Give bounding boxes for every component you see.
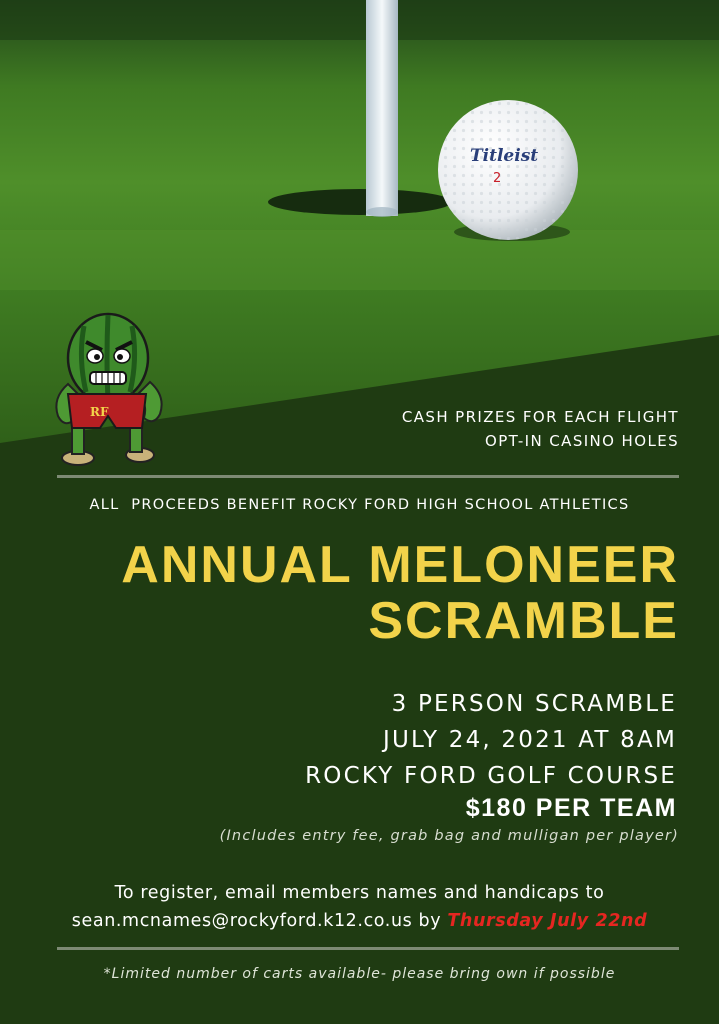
registration-line2 — [0, 907, 719, 935]
event-title-line2: SCRAMBLE — [368, 592, 679, 650]
ball-number-text: 2 — [493, 171, 502, 186]
event-format: 3 PERSON SCRAMBLE — [391, 691, 677, 717]
meloneer-mascot — [50, 312, 168, 470]
registration-by: by — [418, 911, 442, 931]
divider-bottom — [57, 947, 679, 950]
divider-top — [57, 475, 679, 478]
event-title-line1: ANNUAL MELONEER — [121, 536, 679, 594]
price-includes-note: (Includes entry fee, grab bag and mulligan per player) — [219, 828, 679, 844]
proceeds-statement: ALL PROCEEDS BENEFIT ROCKY FORD HIGH SCHOOL ATHLETICS — [89, 497, 630, 513]
perks-list — [402, 405, 679, 453]
event-details — [305, 686, 677, 794]
team-price: $180 PER TEAM — [465, 794, 677, 822]
registration-info — [0, 879, 719, 935]
registration-email-link[interactable]: sean.mcnames@rockyford.k12.co.us — [71, 911, 413, 931]
registration-deadline: Thursday July 22nd — [447, 911, 648, 931]
shorts-letters: RF — [90, 405, 109, 419]
event-date: JULY 24, 2021 AT 8AM — [383, 727, 677, 753]
event-location: ROCKY FORD GOLF COURSE — [305, 763, 677, 789]
mascot-icon — [50, 312, 168, 470]
perk-cash-prizes: CASH PRIZES FOR EACH FLIGHT — [401, 408, 679, 426]
perk-casino-holes: OPT-IN CASINO HOLES — [485, 432, 679, 450]
event-title — [121, 537, 679, 649]
ball-brand-text: Titleist — [470, 146, 539, 166]
registration-instructions: To register, email members names and handicaps to — [114, 883, 605, 903]
carts-footnote: *Limited number of carts available- please bring own if possible — [103, 966, 616, 982]
